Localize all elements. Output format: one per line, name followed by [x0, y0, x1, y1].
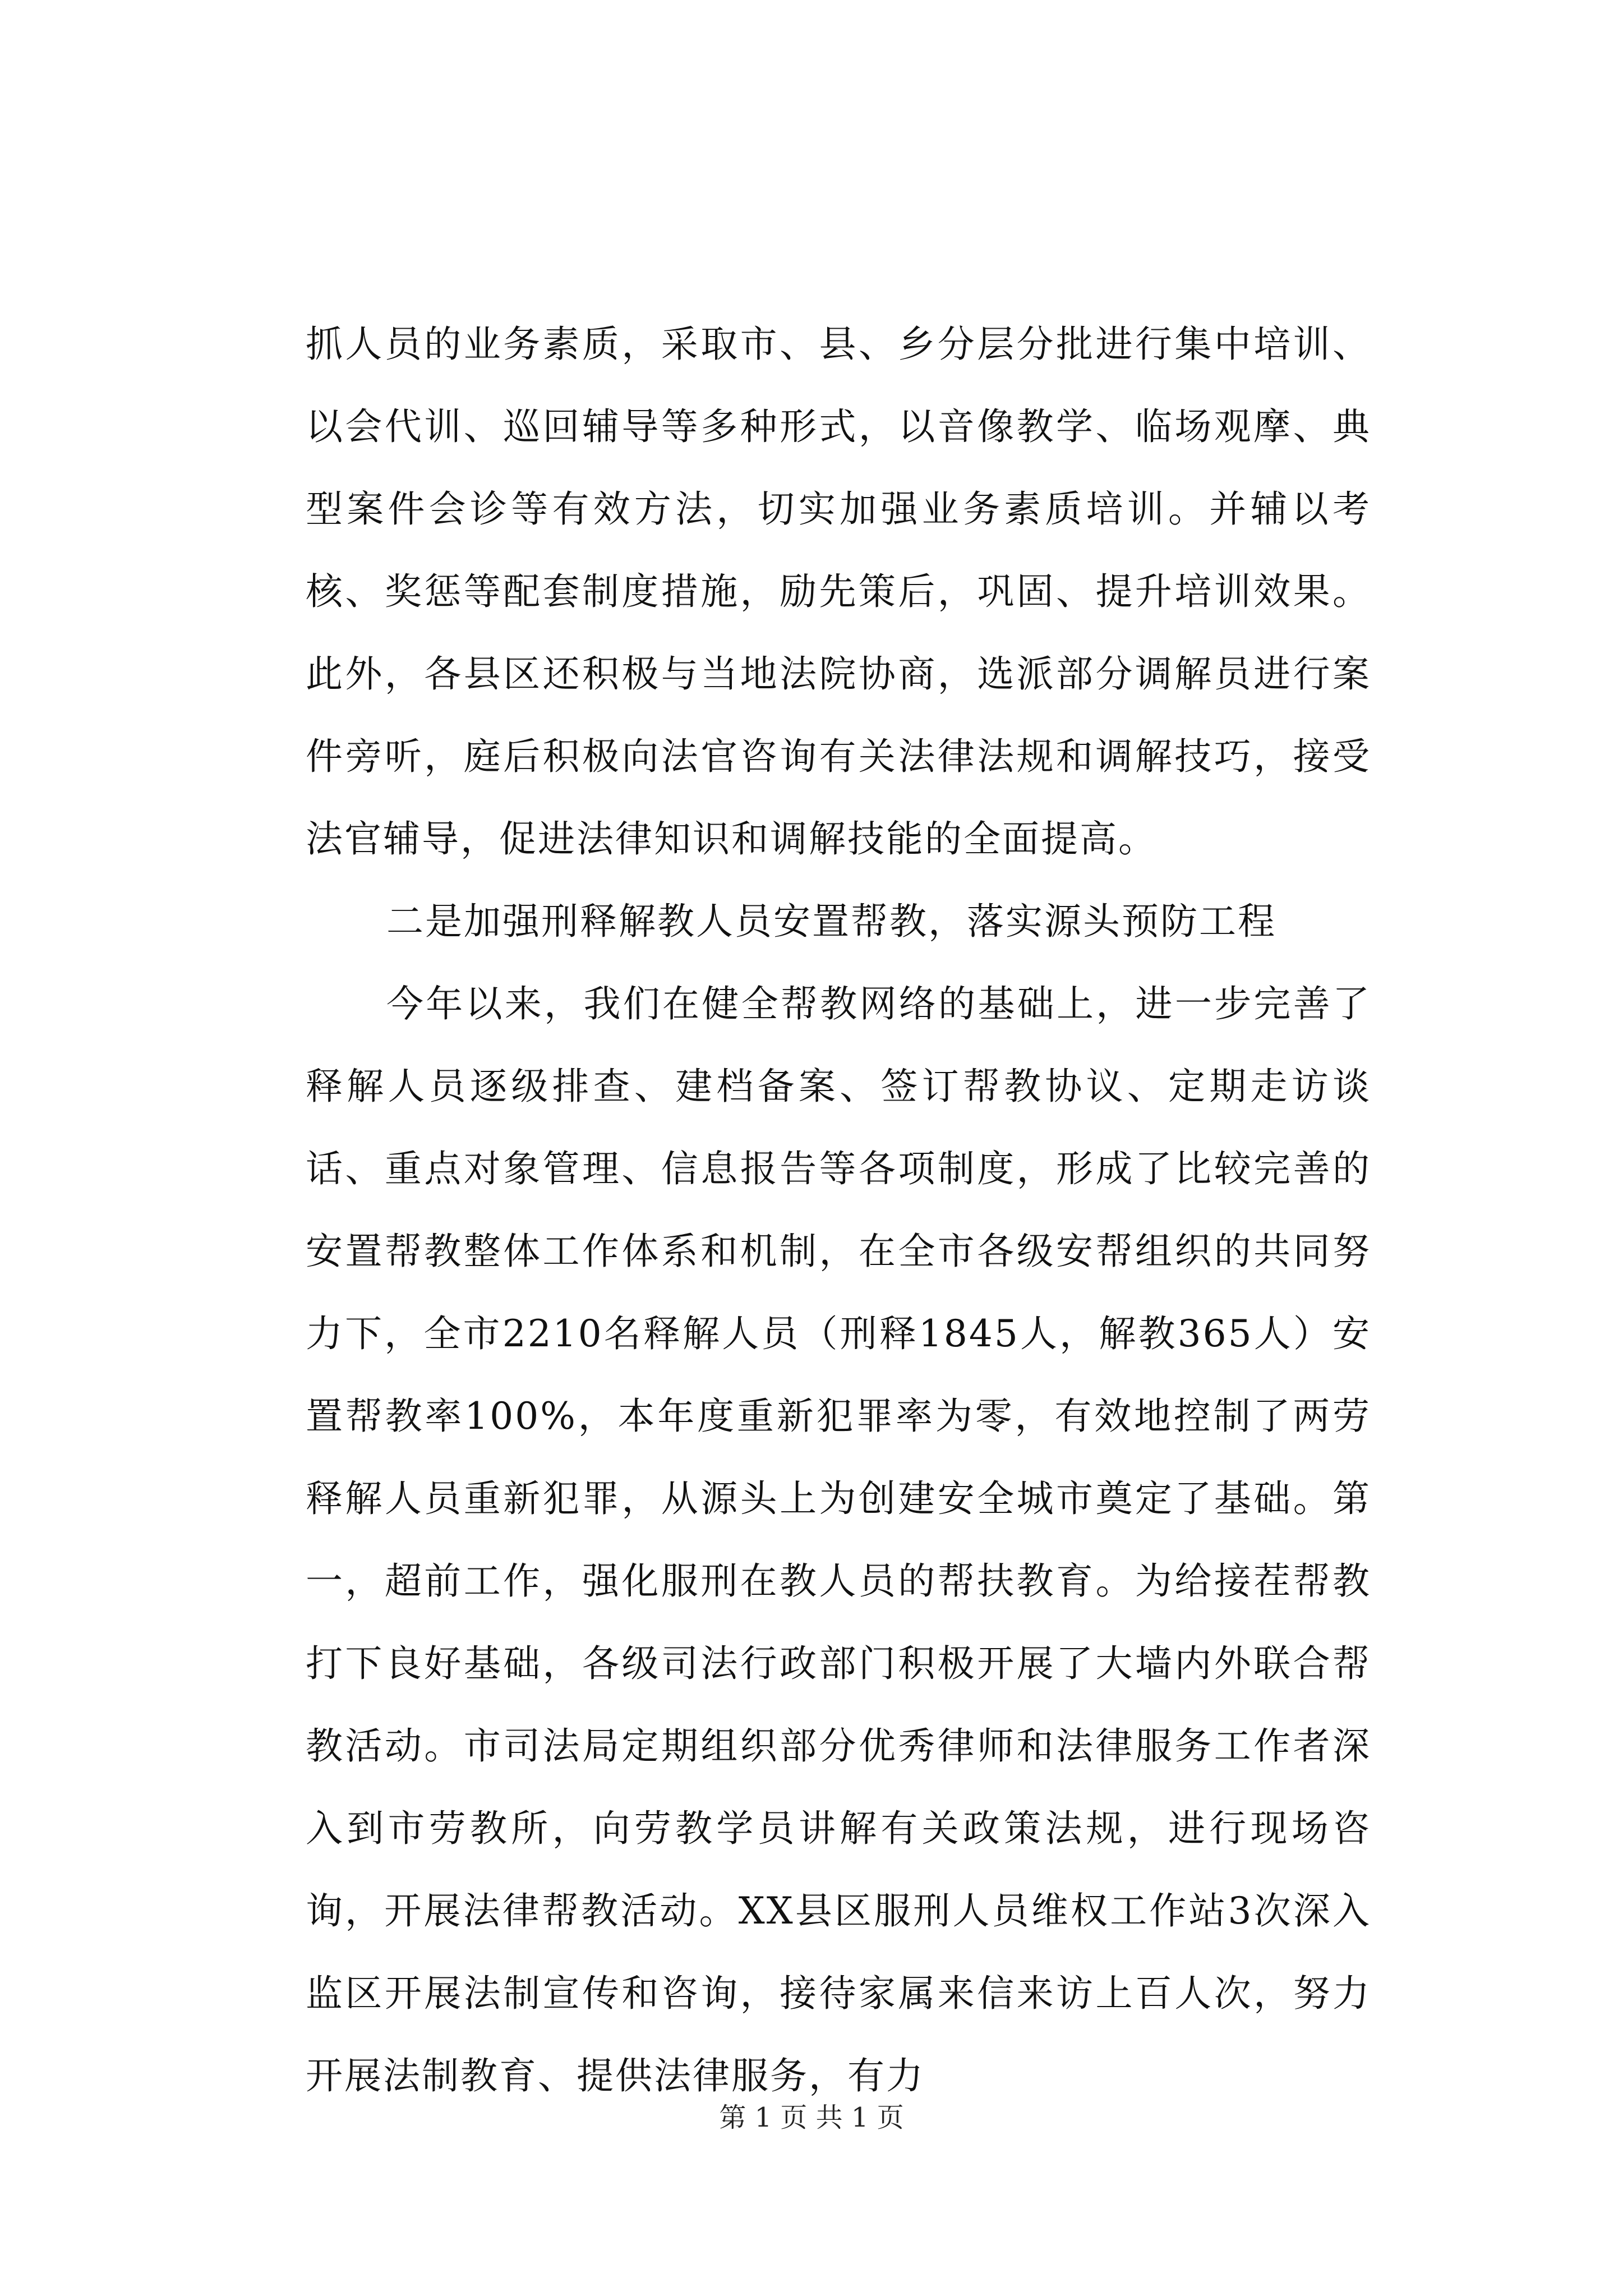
page-footer: 第 1 页 共 1 页: [719, 2102, 904, 2133]
paragraph-training: 抓人员的业务素质，采取市、县、乡分层分批进行集中培训、以会代训、巡回辅导等多种形式，以音像教学、临场观摩、典型案件会诊等有效方法，切实加强业务素质培训。并辅以考核、奖惩等配套制度措施，励先策后，巩固、提升培训效果。此外，各县区还积极与当地法院协商，选派部分调解员进行案件旁听，庭后积极向法官咨询有关法律法规和调解技巧，接受法官辅导，促进法律知识和调解技能的全面提高。: [306, 323, 1371, 861]
paragraph-resettlement-details: 今年以来，我们在健全帮教网络的基础上，进一步完善了释解人员逐级排查、建档备案、签订帮教协议、定期走访谈话、重点对象管理、信息报告等各项制度，形成了比较完善的安置帮教整体工作体系和机制，在全市各级安帮组织的共同努力下，全市2210名释解人员（刑释1845人，解教365人）安置帮教率100%，本年度重新犯罪率为零，有效地控制了两劳释解人员重新犯罪，从源头上为创建安全城市奠定了基础。第一，超前工作，强化服刑在教人员的帮扶教育。为给接茬帮教打下良好基础，各级司法行政部门积极开展了大墙内外联合帮教活动。市司法局定期组织部分优秀律师和法律服务工作者深入到市劳教所，向劳教学员讲解有关政策法规，进行现场咨询，开展法律帮教活动。XX县区服刑人员维权工作站3次深入监区开展法制宣传和咨询，接待家属来信来访上百人次，努力开展法制教育、提供法律服务，有力: [306, 982, 1371, 2097]
document-body: [306, 303, 1371, 2117]
paragraph-heading-resettlement: 二是加强刑释解教人员安置帮教，落实源头预防工程: [386, 900, 1276, 943]
